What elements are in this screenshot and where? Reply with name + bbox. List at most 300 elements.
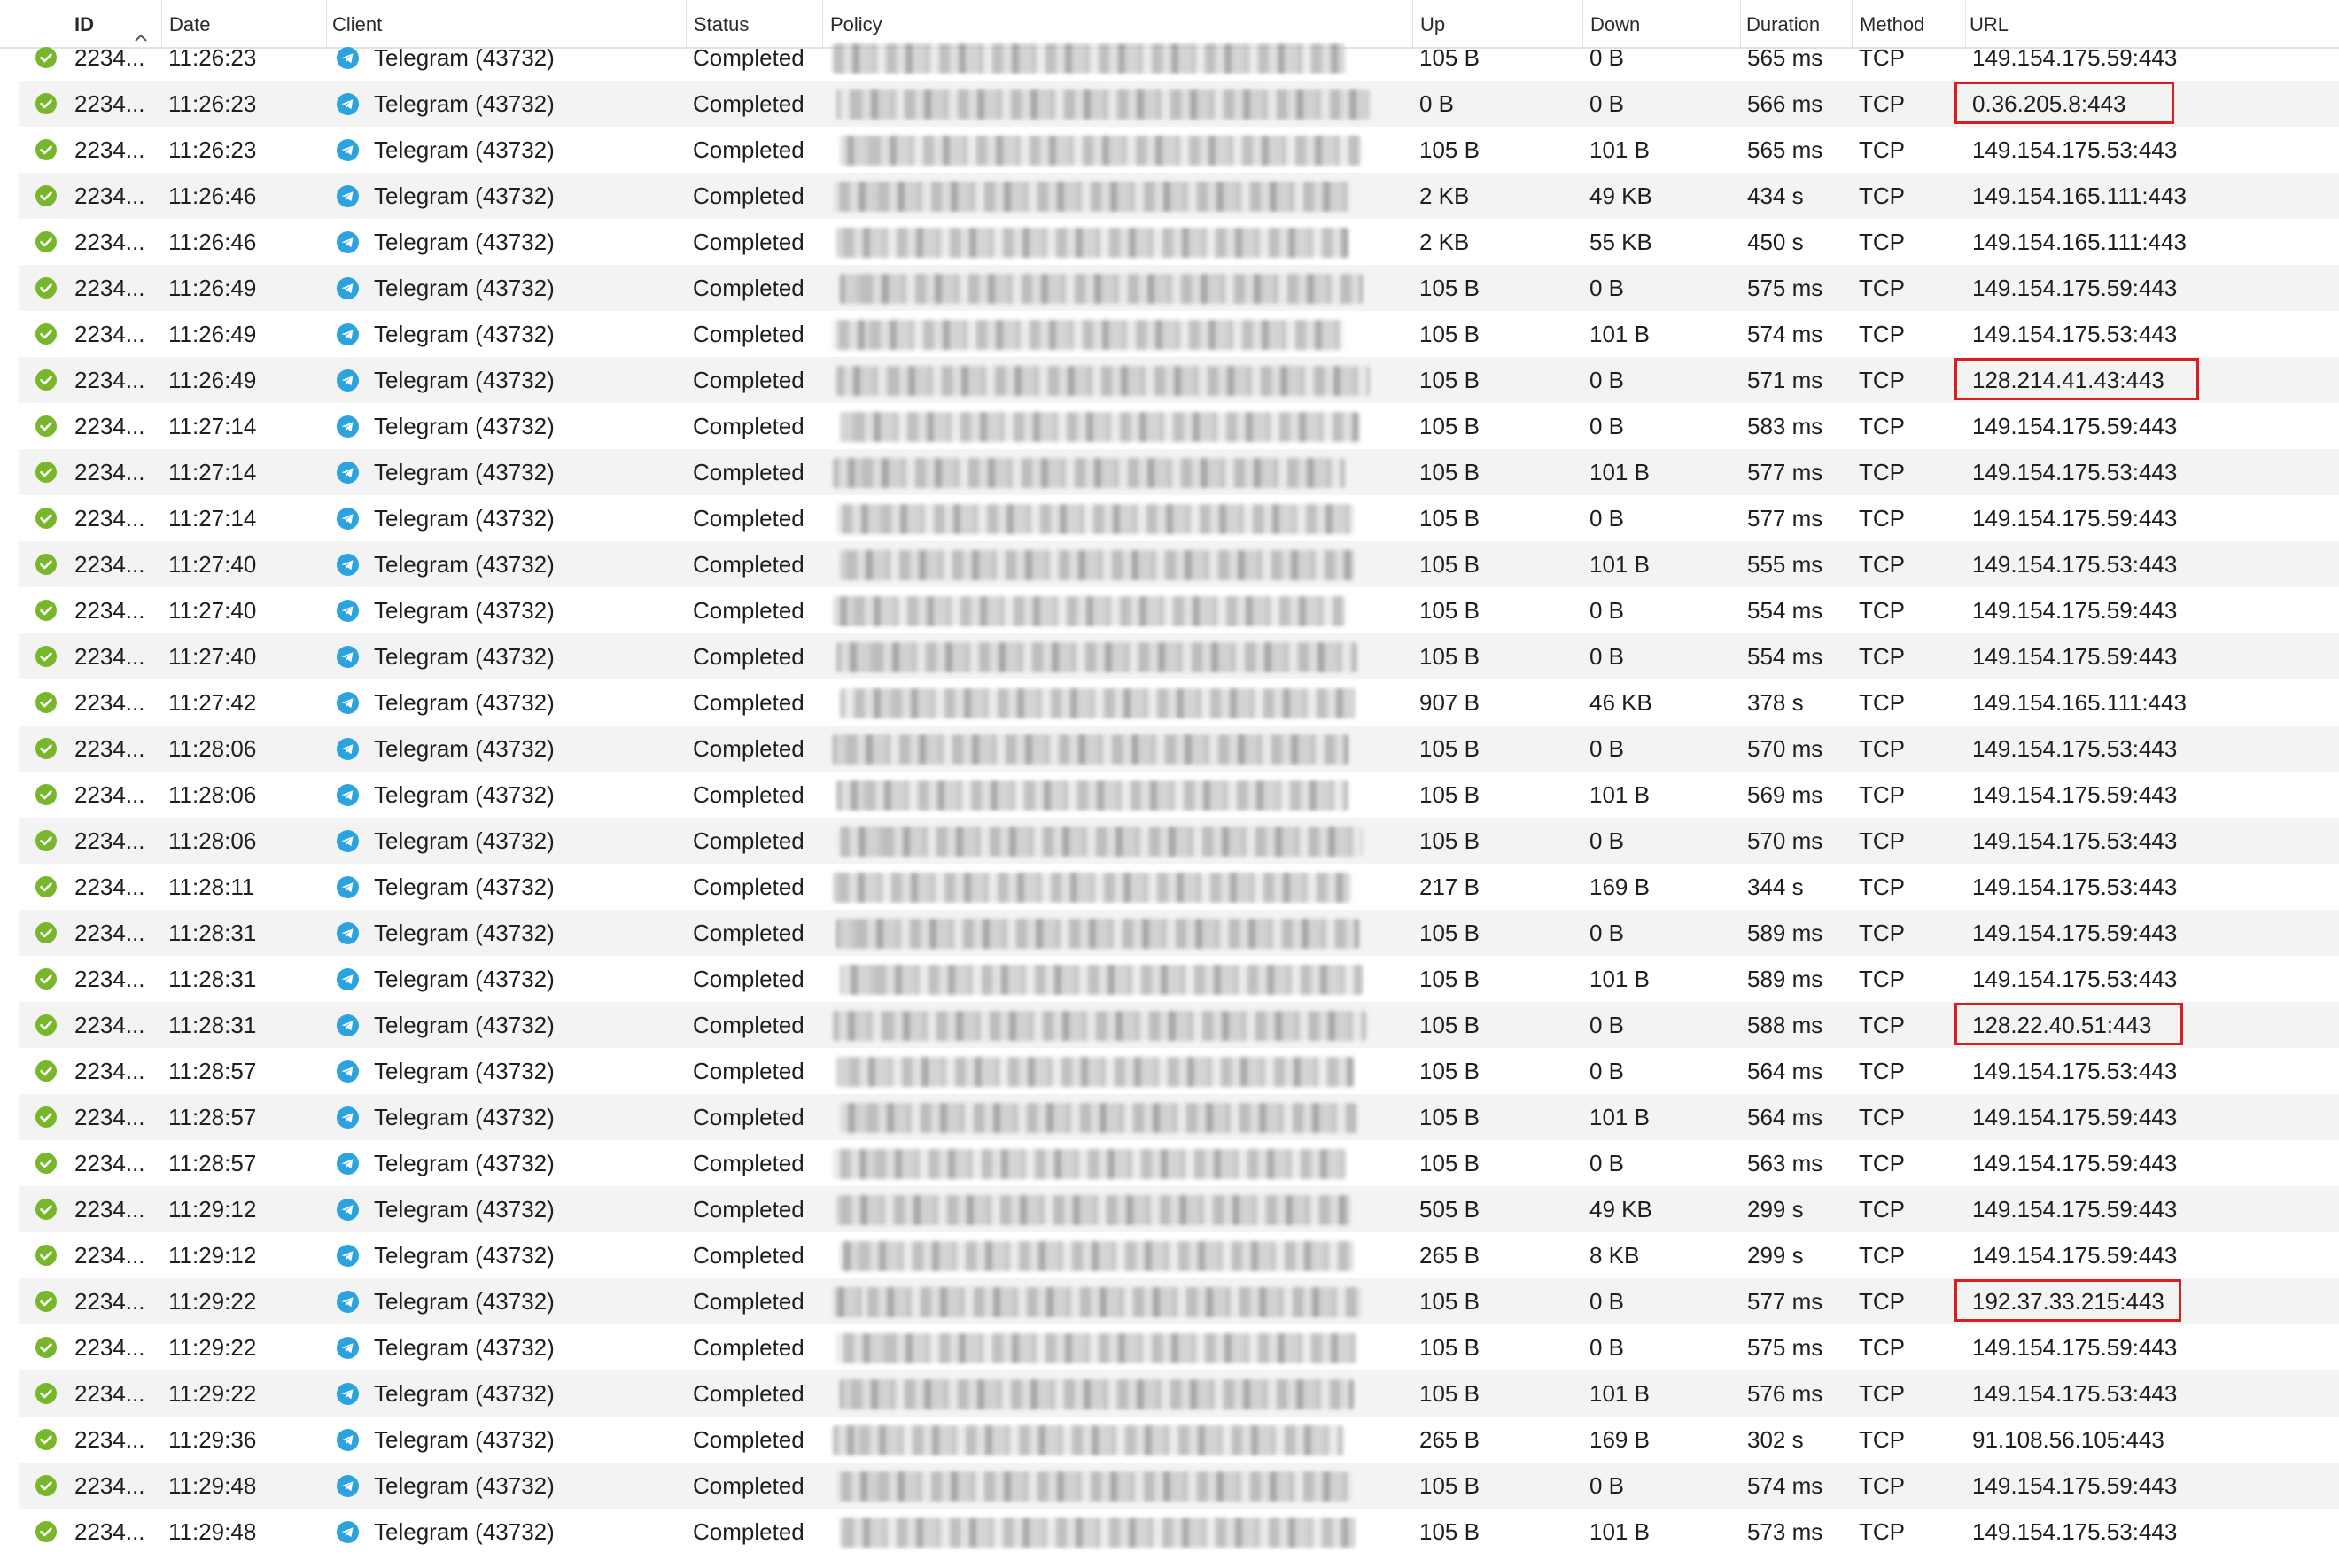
cell-client: Telegram (43732): [374, 1012, 555, 1038]
cell-url: 192.37.33.215:443: [1972, 1288, 2164, 1315]
cell-client: Telegram (43732): [374, 781, 555, 808]
cell-status: Completed: [693, 321, 804, 347]
cell-status: Completed: [693, 182, 804, 209]
table-row[interactable]: [0, 173, 2339, 219]
cell-up: 505 B: [1419, 1196, 1480, 1223]
cell-down: 55 KB: [1589, 229, 1652, 255]
cell-url: 149.154.175.53:443: [1972, 1518, 2178, 1545]
cell-id: 2234...: [74, 229, 145, 255]
table-row[interactable]: [0, 864, 2339, 910]
table-row[interactable]: [0, 1232, 2339, 1278]
column-header-label: ID: [74, 13, 94, 35]
cell-date: 11:26:49: [168, 367, 257, 393]
cell-url: 128.22.40.51:443: [1972, 1012, 2152, 1038]
cell-id: 2234...: [74, 367, 145, 393]
cell-duration: 565 ms: [1747, 136, 1823, 163]
check-circle-icon: [35, 968, 57, 990]
cell-down: 0 B: [1589, 1058, 1625, 1084]
cell-down: 49 KB: [1589, 182, 1652, 209]
telegram-icon: [337, 692, 359, 714]
cell-url: 149.154.175.59:443: [1972, 44, 2178, 71]
cell-client: Telegram (43732): [374, 505, 555, 532]
cell-duration: 589 ms: [1747, 966, 1823, 992]
cell-date: 11:26:23: [168, 136, 257, 163]
cell-date: 11:27:14: [168, 459, 257, 485]
cell-status: Completed: [693, 1472, 804, 1499]
check-circle-icon: [35, 139, 57, 160]
cell-status: Completed: [693, 1380, 804, 1407]
table-row[interactable]: [0, 956, 2339, 1002]
cell-down: 0 B: [1589, 827, 1625, 854]
cell-method: TCP: [1859, 413, 1905, 439]
check-circle-icon: [35, 830, 57, 851]
cell-id: 2234...: [74, 1058, 145, 1084]
table-row[interactable]: [0, 818, 2339, 864]
cell-date: 11:28:57: [168, 1150, 257, 1176]
table-row[interactable]: [0, 1048, 2339, 1094]
table-row[interactable]: [0, 127, 2339, 173]
cell-down: 0 B: [1589, 643, 1625, 670]
cell-id: 2234...: [74, 1288, 145, 1315]
check-circle-icon: [35, 1337, 57, 1358]
cell-method: TCP: [1859, 136, 1905, 163]
table-row[interactable]: [0, 772, 2339, 818]
cell-up: 105 B: [1419, 1150, 1480, 1176]
cell-url: 149.154.175.53:443: [1972, 459, 2178, 485]
cell-url: 149.154.175.59:443: [1972, 1150, 2178, 1176]
cell-status: Completed: [693, 1196, 804, 1223]
policy-redacted: [836, 780, 1348, 811]
policy-redacted: [836, 89, 1370, 120]
cell-id: 2234...: [74, 873, 145, 900]
cell-url: 149.154.165.111:443: [1972, 689, 2187, 716]
cell-down: 169 B: [1589, 873, 1650, 900]
policy-redacted: [833, 596, 1345, 626]
telegram-icon: [337, 277, 359, 299]
telegram-icon: [337, 784, 359, 806]
cell-date: 11:27:40: [168, 551, 257, 578]
table-row[interactable]: [0, 726, 2339, 772]
cell-date: 11:28:57: [168, 1058, 257, 1084]
cell-down: 0 B: [1589, 413, 1625, 439]
telegram-icon: [337, 1475, 359, 1497]
cell-id: 2234...: [74, 505, 145, 532]
check-circle-icon: [35, 876, 57, 897]
cell-date: 11:27:42: [168, 689, 257, 716]
cell-date: 11:28:57: [168, 1104, 257, 1130]
cell-method: TCP: [1859, 1012, 1905, 1038]
column-header-label: Down: [1590, 13, 1641, 35]
check-circle-icon: [35, 692, 57, 713]
cell-client: Telegram (43732): [374, 643, 555, 670]
cell-duration: 589 ms: [1747, 920, 1823, 946]
check-circle-icon: [35, 554, 57, 575]
policy-redacted: [836, 642, 1357, 672]
cell-status: Completed: [693, 551, 804, 578]
cell-date: 11:28:11: [168, 873, 255, 900]
telegram-icon: [337, 1521, 359, 1543]
cell-id: 2234...: [74, 1380, 145, 1407]
cell-client: Telegram (43732): [374, 90, 555, 117]
cell-client: Telegram (43732): [374, 182, 555, 209]
cell-duration: 577 ms: [1747, 505, 1823, 532]
cell-url: 149.154.175.53:443: [1972, 1058, 2178, 1084]
cell-method: TCP: [1859, 597, 1905, 624]
telegram-icon: [337, 1429, 359, 1451]
chevron-up-icon[interactable]: [133, 15, 149, 31]
cell-client: Telegram (43732): [374, 275, 555, 301]
telegram-icon: [337, 968, 359, 990]
cell-down: 101 B: [1589, 551, 1650, 578]
cell-up: 105 B: [1419, 1104, 1480, 1130]
cell-date: 11:26:23: [168, 90, 257, 117]
check-circle-icon: [35, 784, 57, 805]
cell-date: 11:26:49: [168, 321, 257, 347]
cell-client: Telegram (43732): [374, 1518, 555, 1545]
check-circle-icon: [35, 1060, 57, 1082]
policy-redacted: [833, 1149, 1347, 1179]
cell-url: 149.154.175.53:443: [1972, 735, 2178, 762]
table-row[interactable]: [0, 35, 2339, 81]
check-circle-icon: [35, 1199, 57, 1220]
table-row[interactable]: [0, 1186, 2339, 1232]
cell-down: 101 B: [1589, 1518, 1650, 1545]
column-header-label: Up: [1420, 13, 1446, 35]
table-row[interactable]: [0, 541, 2339, 587]
cell-up: 105 B: [1419, 459, 1480, 485]
cell-method: TCP: [1859, 920, 1905, 946]
cell-up: 105 B: [1419, 505, 1480, 532]
check-circle-icon: [35, 462, 57, 483]
cell-status: Completed: [693, 1150, 804, 1176]
cell-client: Telegram (43732): [374, 1150, 555, 1176]
cell-client: Telegram (43732): [374, 873, 555, 900]
cell-duration: 576 ms: [1747, 1380, 1823, 1407]
cell-url: 149.154.175.53:443: [1972, 827, 2178, 854]
cell-url: 149.154.175.59:443: [1972, 1472, 2178, 1499]
cell-client: Telegram (43732): [374, 367, 555, 393]
cell-status: Completed: [693, 873, 804, 900]
cell-down: 0 B: [1589, 275, 1625, 301]
cell-method: TCP: [1859, 1426, 1905, 1453]
telegram-icon: [337, 139, 359, 161]
cell-down: 0 B: [1589, 1150, 1625, 1176]
cell-client: Telegram (43732): [374, 1242, 555, 1269]
telegram-icon: [337, 876, 359, 898]
table-row[interactable]: [0, 910, 2339, 956]
telegram-icon: [337, 1153, 359, 1175]
cell-duration: 566 ms: [1747, 90, 1823, 117]
policy-redacted: [836, 919, 1359, 949]
table-row[interactable]: [0, 1509, 2339, 1555]
table-row[interactable]: [0, 1324, 2339, 1370]
cell-method: TCP: [1859, 1288, 1905, 1315]
policy-redacted: [833, 734, 1348, 765]
column-header-label: Status: [694, 13, 750, 35]
table-row[interactable]: [0, 1140, 2339, 1186]
cell-down: 0 B: [1589, 505, 1625, 532]
policy-redacted: [840, 965, 1363, 995]
cell-status: Completed: [693, 1426, 804, 1453]
table-row[interactable]: [0, 633, 2339, 679]
table-row[interactable]: [0, 587, 2339, 633]
policy-redacted: [840, 827, 1363, 857]
cell-duration: 575 ms: [1747, 275, 1823, 301]
cell-date: 11:28:06: [168, 827, 257, 854]
policy-redacted: [833, 320, 1343, 350]
cell-up: 105 B: [1419, 1380, 1480, 1407]
column-header-label: Method: [1860, 13, 1925, 35]
policy-redacted: [833, 1287, 1361, 1317]
table-row[interactable]: [0, 311, 2339, 357]
cell-url: 149.154.175.59:443: [1972, 920, 2178, 946]
cell-id: 2234...: [74, 90, 145, 117]
cell-up: 105 B: [1419, 1518, 1480, 1545]
cell-down: 0 B: [1589, 1334, 1625, 1361]
cell-up: 105 B: [1419, 136, 1480, 163]
cell-duration: 577 ms: [1747, 1288, 1823, 1315]
table-row[interactable]: [0, 357, 2339, 403]
cell-url: 149.154.165.111:443: [1972, 182, 2187, 209]
cell-down: 0 B: [1589, 735, 1625, 762]
cell-date: 11:28:31: [168, 1012, 257, 1038]
table-row[interactable]: [0, 1278, 2339, 1324]
table-row[interactable]: [0, 495, 2339, 541]
cell-duration: 583 ms: [1747, 413, 1823, 439]
cell-client: Telegram (43732): [374, 689, 555, 716]
cell-up: 105 B: [1419, 1334, 1480, 1361]
check-circle-icon: [35, 1106, 57, 1128]
cell-up: 105 B: [1419, 1012, 1480, 1038]
table-row[interactable]: [0, 81, 2339, 127]
check-circle-icon: [35, 1383, 57, 1404]
table-row[interactable]: [0, 1094, 2339, 1140]
telegram-icon: [337, 185, 359, 207]
cell-id: 2234...: [74, 1196, 145, 1223]
cell-url: 149.154.165.111:443: [1972, 229, 2187, 255]
cell-down: 8 KB: [1589, 1242, 1640, 1269]
cell-date: 11:26:46: [168, 229, 257, 255]
column-header-label: URL: [1970, 13, 2009, 35]
cell-up: 2 KB: [1419, 229, 1470, 255]
policy-redacted: [840, 1379, 1354, 1409]
table-row[interactable]: [0, 219, 2339, 265]
table-row[interactable]: [0, 403, 2339, 449]
cell-up: 105 B: [1419, 551, 1480, 578]
cell-duration: 588 ms: [1747, 1012, 1823, 1038]
cell-id: 2234...: [74, 1242, 145, 1269]
cell-method: TCP: [1859, 90, 1905, 117]
cell-duration: 563 ms: [1747, 1150, 1823, 1176]
cell-duration: 574 ms: [1747, 1472, 1823, 1499]
cell-down: 0 B: [1589, 1472, 1625, 1499]
cell-url: 149.154.175.59:443: [1972, 275, 2178, 301]
policy-redacted: [840, 274, 1363, 304]
cell-client: Telegram (43732): [374, 413, 555, 439]
cell-client: Telegram (43732): [374, 1426, 555, 1453]
cell-url: 149.154.175.59:443: [1972, 1104, 2178, 1130]
cell-status: Completed: [693, 275, 804, 301]
check-circle-icon: [35, 738, 57, 759]
telegram-icon: [337, 1014, 359, 1036]
policy-redacted: [840, 1241, 1354, 1271]
cell-method: TCP: [1859, 229, 1905, 255]
cell-status: Completed: [693, 136, 804, 163]
cell-duration: 570 ms: [1747, 735, 1823, 762]
cell-method: TCP: [1859, 643, 1905, 670]
cell-id: 2234...: [74, 920, 145, 946]
cell-up: 105 B: [1419, 44, 1480, 71]
cell-url: 149.154.175.53:443: [1972, 551, 2178, 578]
cell-date: 11:27:40: [168, 597, 257, 624]
cell-url: 149.154.175.59:443: [1972, 597, 2178, 624]
cell-date: 11:29:12: [168, 1242, 257, 1269]
policy-redacted: [833, 873, 1350, 903]
telegram-icon: [337, 1291, 359, 1313]
cell-status: Completed: [693, 1104, 804, 1130]
cell-up: 217 B: [1419, 873, 1480, 900]
cell-duration: 434 s: [1747, 182, 1804, 209]
cell-id: 2234...: [74, 735, 145, 762]
cell-down: 101 B: [1589, 136, 1650, 163]
cell-id: 2234...: [74, 1426, 145, 1453]
check-circle-icon: [35, 1475, 57, 1496]
cell-status: Completed: [693, 781, 804, 808]
cell-client: Telegram (43732): [374, 229, 555, 255]
cell-duration: 555 ms: [1747, 551, 1823, 578]
telegram-icon: [337, 646, 359, 668]
cell-client: Telegram (43732): [374, 920, 555, 946]
cell-date: 11:28:31: [168, 966, 257, 992]
cell-id: 2234...: [74, 275, 145, 301]
cell-id: 2234...: [74, 1012, 145, 1038]
cell-method: TCP: [1859, 1518, 1905, 1545]
cell-id: 2234...: [74, 643, 145, 670]
cell-up: 105 B: [1419, 920, 1480, 946]
cell-url: 149.154.175.53:443: [1972, 873, 2178, 900]
check-circle-icon: [35, 323, 57, 345]
cell-url: 149.154.175.59:443: [1972, 1196, 2178, 1223]
cell-up: 265 B: [1419, 1426, 1480, 1453]
column-header-label: Date: [169, 13, 211, 35]
table-row[interactable]: [0, 449, 2339, 495]
telegram-icon: [337, 1060, 359, 1083]
cell-method: TCP: [1859, 459, 1905, 485]
policy-redacted: [840, 550, 1354, 580]
check-circle-icon: [35, 1245, 57, 1266]
cell-date: 11:28:31: [168, 920, 257, 946]
cell-up: 105 B: [1419, 1058, 1480, 1084]
cell-status: Completed: [693, 643, 804, 670]
cell-duration: 571 ms: [1747, 367, 1823, 393]
table-row[interactable]: [0, 1002, 2339, 1048]
cell-up: 2 KB: [1419, 182, 1470, 209]
cell-status: Completed: [693, 1242, 804, 1269]
cell-status: Completed: [693, 459, 804, 485]
telegram-icon: [337, 554, 359, 576]
telegram-icon: [337, 1337, 359, 1359]
cell-status: Completed: [693, 1288, 804, 1315]
table-row[interactable]: [0, 1370, 2339, 1417]
cell-client: Telegram (43732): [374, 459, 555, 485]
cell-client: Telegram (43732): [374, 827, 555, 854]
cell-date: 11:29:22: [168, 1288, 257, 1315]
cell-duration: 565 ms: [1747, 44, 1823, 71]
check-circle-icon: [35, 185, 57, 206]
cell-url: 149.154.175.59:443: [1972, 1242, 2178, 1269]
cell-id: 2234...: [74, 1334, 145, 1361]
cell-down: 101 B: [1589, 321, 1650, 347]
cell-duration: 378 s: [1747, 689, 1804, 716]
cell-down: 101 B: [1589, 1380, 1650, 1407]
cell-method: TCP: [1859, 966, 1905, 992]
policy-redacted: [840, 1103, 1357, 1133]
cell-method: TCP: [1859, 735, 1905, 762]
cell-status: Completed: [693, 229, 804, 255]
cell-id: 2234...: [74, 1518, 145, 1545]
check-circle-icon: [35, 47, 57, 68]
cell-method: TCP: [1859, 689, 1905, 716]
policy-redacted: [836, 1057, 1354, 1087]
policy-redacted: [833, 43, 1345, 74]
cell-method: TCP: [1859, 827, 1905, 854]
check-circle-icon: [35, 922, 57, 943]
cell-duration: 554 ms: [1747, 597, 1823, 624]
column-header-label: Policy: [830, 13, 882, 35]
cell-date: 11:26:23: [168, 44, 257, 71]
cell-client: Telegram (43732): [374, 136, 555, 163]
cell-down: 0 B: [1589, 1288, 1625, 1315]
cell-status: Completed: [693, 1518, 804, 1545]
cell-client: Telegram (43732): [374, 1334, 555, 1361]
cell-down: 101 B: [1589, 966, 1650, 992]
cell-id: 2234...: [74, 551, 145, 578]
url-highlight-box: [1954, 1003, 2183, 1045]
cell-client: Telegram (43732): [374, 1288, 555, 1315]
cell-up: 105 B: [1419, 321, 1480, 347]
table-row[interactable]: [0, 679, 2339, 726]
cell-up: 105 B: [1419, 1288, 1480, 1315]
cell-duration: 344 s: [1747, 873, 1804, 900]
policy-redacted: [836, 228, 1348, 258]
table-row[interactable]: [0, 1417, 2339, 1463]
cell-up: 105 B: [1419, 735, 1480, 762]
cell-status: Completed: [693, 367, 804, 393]
policy-redacted: [836, 1333, 1357, 1363]
cell-date: 11:29:22: [168, 1334, 257, 1361]
table-row[interactable]: [0, 265, 2339, 311]
policy-redacted: [840, 1518, 1356, 1548]
cell-method: TCP: [1859, 505, 1905, 532]
cell-client: Telegram (43732): [374, 1104, 555, 1130]
policy-redacted: [836, 1471, 1352, 1502]
cell-id: 2234...: [74, 689, 145, 716]
cell-id: 2234...: [74, 182, 145, 209]
telegram-icon: [337, 93, 359, 115]
url-highlight-box: [1954, 1279, 2181, 1322]
telegram-icon: [337, 1199, 359, 1221]
cell-url: 149.154.175.53:443: [1972, 966, 2178, 992]
cell-client: Telegram (43732): [374, 551, 555, 578]
table-row[interactable]: [0, 1463, 2339, 1509]
cell-status: Completed: [693, 505, 804, 532]
cell-up: 105 B: [1419, 367, 1480, 393]
cell-date: 11:28:06: [168, 781, 257, 808]
telegram-icon: [337, 462, 359, 484]
cell-status: Completed: [693, 597, 804, 624]
telegram-icon: [337, 415, 359, 438]
cell-client: Telegram (43732): [374, 1380, 555, 1407]
